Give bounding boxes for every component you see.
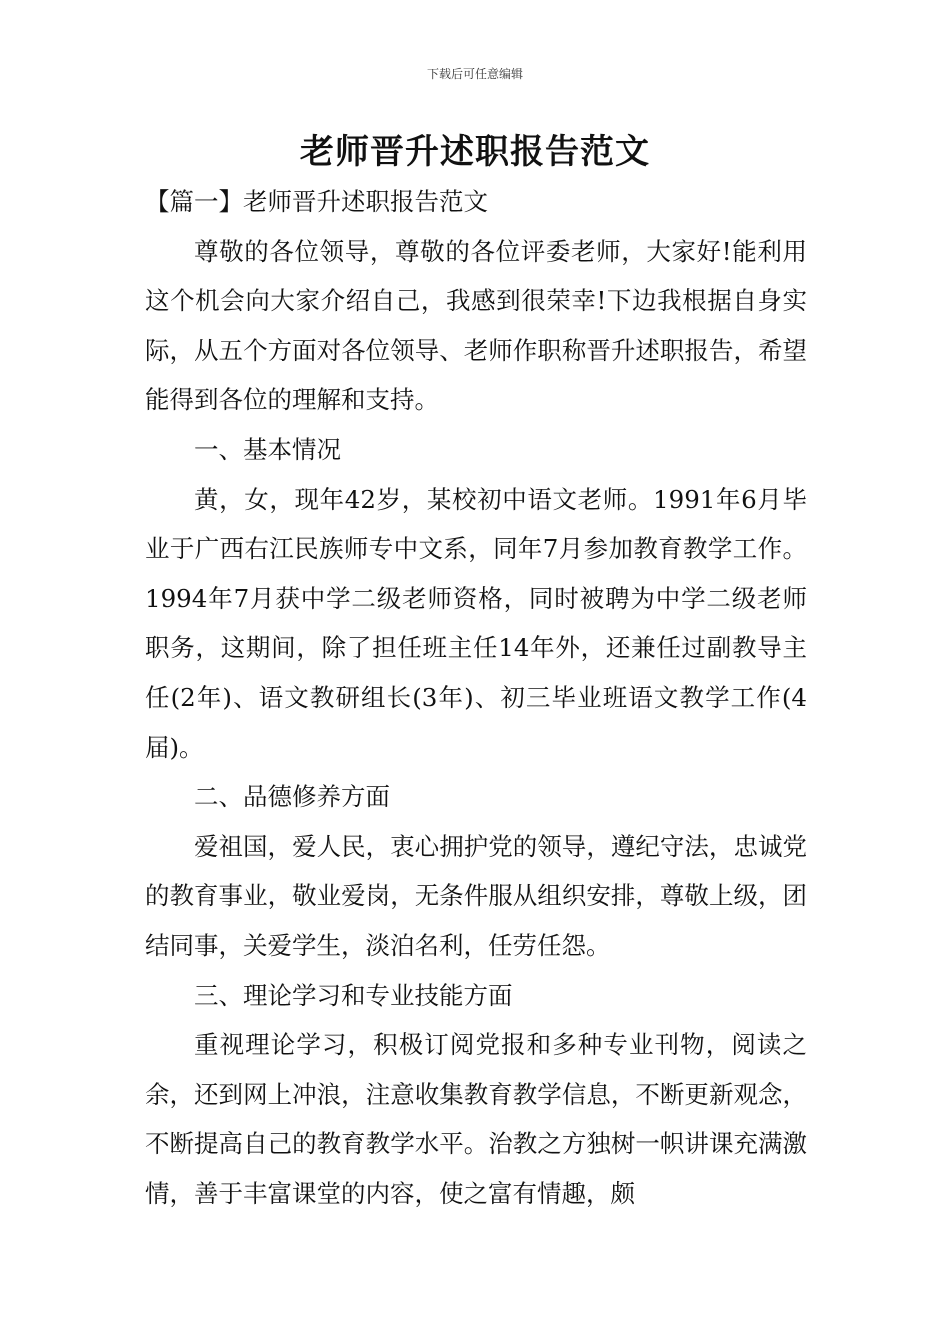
section-heading: 【篇一】老师晋升述职报告范文 (145, 187, 488, 216)
heading-theory-skills: 三、理论学习和专业技能方面 (194, 980, 513, 1010)
heading-basic-info: 一、基本情况 (194, 434, 341, 464)
document-body (145, 177, 807, 1218)
paragraph-basic-info: 黄，女，现年42岁，某校初中语文老师。1991年6月毕业于广西右江民族师专中文系，同年7月参加教育教学工作。1994年7月获中学二级老师资格，同时被聘为中学二级老师职务，这期间，除了担任班主任14年外，还兼任过副教导主任(2年)、语文教研组长(3年)、初三毕业班语文教学工作(4届)。 (145, 484, 807, 762)
paragraph-intro: 尊敬的各位领导，尊敬的各位评委老师，大家好!能利用这个机会向大家介绍自己，我感到很荣幸!下边我根据自身实际，从五个方面对各位领导、老师作职称晋升述职报告，希望能得到各位的理解和支持。 (145, 236, 807, 415)
paragraph-moral-character: 爱祖国，爱人民，衷心拥护党的领导，遵纪守法，忠诚党的教育事业，敬业爱岗，无条件服从组织安排，尊敬上级，团结同事，关爱学生，淡泊名利，任劳任怨。 (145, 831, 807, 960)
heading-moral-character: 二、品德修养方面 (194, 782, 390, 812)
paragraph-theory-skills: 重视理论学习，积极订阅党报和多种专业刊物，阅读之余，还到网上冲浪，注意收集教育教学信息，不断更新观念，不断提高自己的教育教学水平。治教之方独树一帜讲课充满激情，善于丰富课堂的内容，使之富有情趣，颇 (145, 1030, 807, 1208)
document-title: 老师晋升述职报告范文 (300, 132, 650, 172)
header-note: 下载后可任意编辑 (426, 67, 523, 81)
